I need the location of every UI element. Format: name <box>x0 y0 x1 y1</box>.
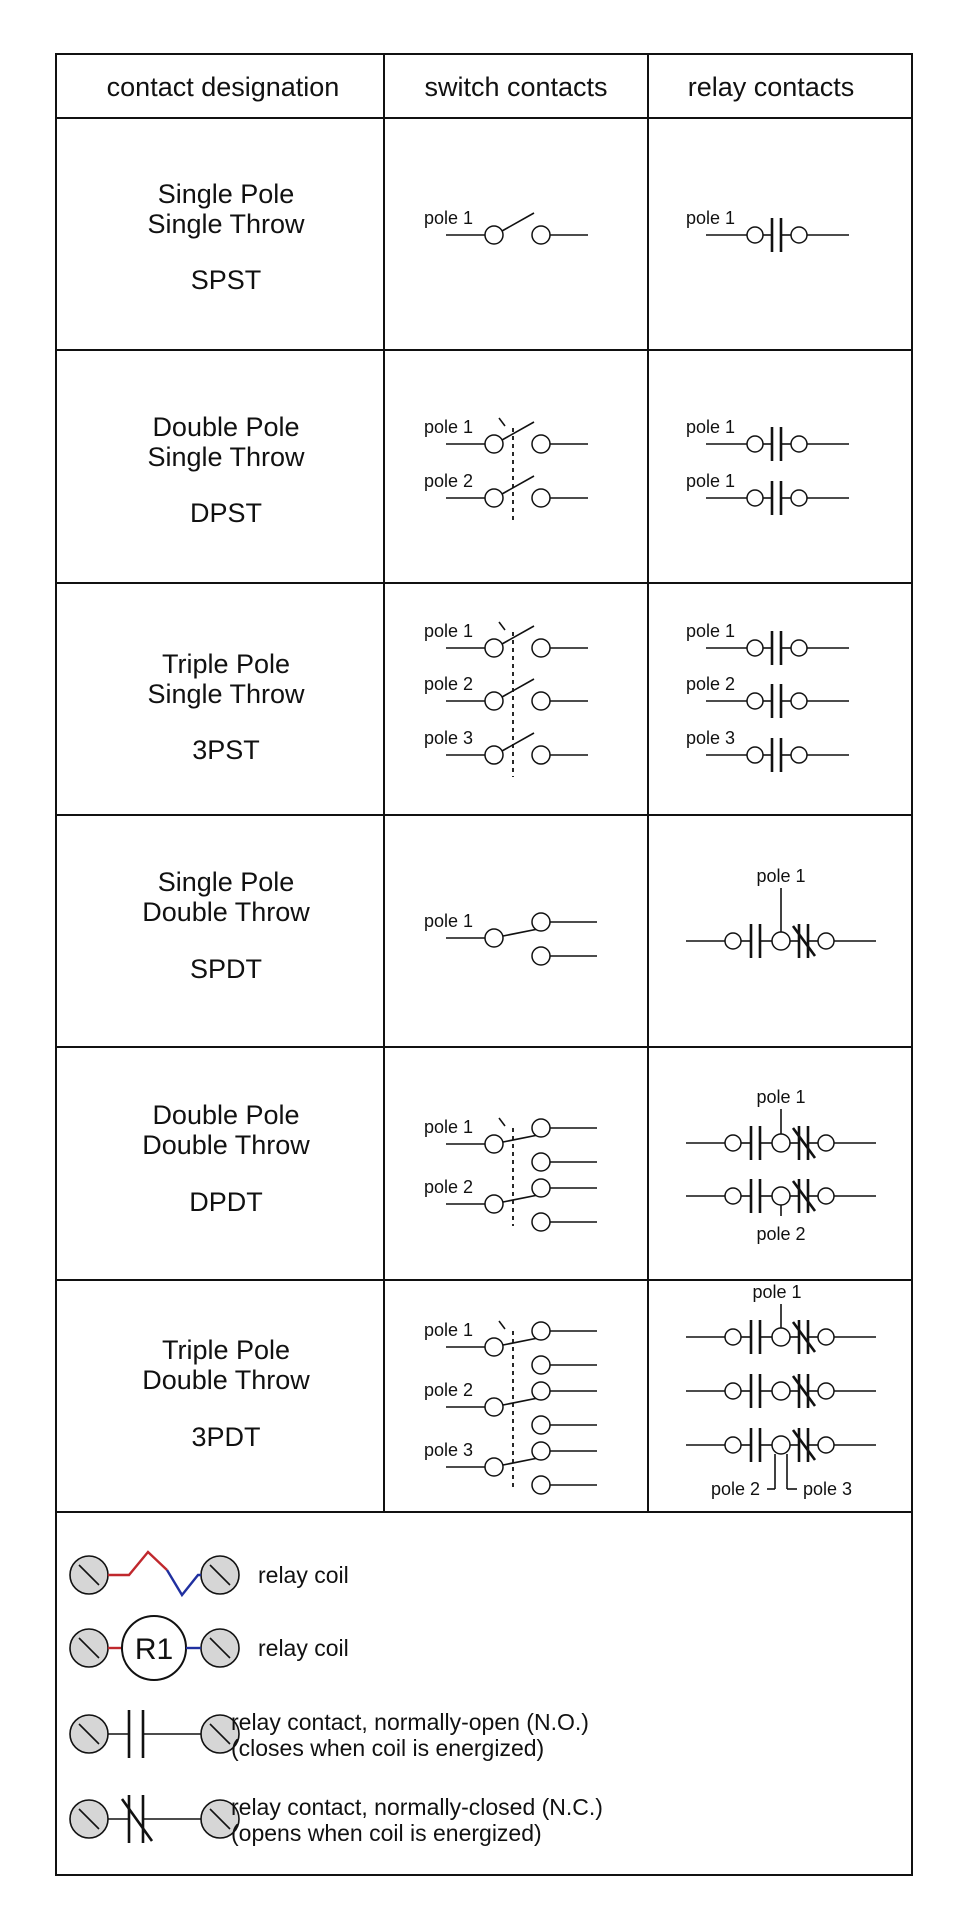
relay-symbol-spdt <box>686 866 876 958</box>
terminal-circle <box>532 1356 550 1374</box>
legend-text: (opens when coil is energized) <box>231 1820 542 1846</box>
switch-symbol-dpst <box>424 417 588 520</box>
pole-label: pole 2 <box>424 1380 474 1400</box>
terminal-circle <box>725 1437 741 1453</box>
terminal-circle <box>747 227 763 243</box>
legend-item-contact-nc <box>70 1794 603 1846</box>
pole-label: pole 2 <box>710 1479 760 1499</box>
legend-text: relay coil <box>258 1635 349 1661</box>
terminal-circle <box>532 1442 550 1460</box>
designation-abbr: SPST <box>190 265 262 295</box>
designation-abbr: 3PDT <box>191 1422 261 1452</box>
header-relay-contacts: relay contacts <box>687 72 855 102</box>
header-designation: contact designation <box>106 72 340 102</box>
designation-line1: Double Pole <box>152 1100 300 1130</box>
terminal-circle <box>532 639 550 657</box>
legend-item-contact-no <box>70 1709 589 1761</box>
designation-line1: Single Pole <box>157 867 295 897</box>
designation-line2: Single Throw <box>147 679 305 709</box>
terminal-circle <box>725 933 741 949</box>
pole-label: pole 2 <box>686 674 736 694</box>
mechanical-link-hook <box>499 1321 505 1329</box>
terminal-circle <box>532 1382 550 1400</box>
terminal-circle <box>532 1322 550 1340</box>
pole-label: pole 1 <box>424 1117 474 1137</box>
pole-label: pole 1 <box>424 911 474 931</box>
terminal-circle <box>818 1437 834 1453</box>
terminal-circle <box>791 227 807 243</box>
terminal-circle <box>485 639 503 657</box>
legend-item-coil-circle <box>70 1616 349 1680</box>
terminal-circle <box>485 1338 503 1356</box>
nc-slash <box>122 1799 152 1841</box>
coil-label: R1 <box>134 1633 174 1666</box>
terminal-circle <box>485 1195 503 1213</box>
pole-label: pole 2 <box>424 674 474 694</box>
designation-line1: Double Pole <box>152 412 300 442</box>
switch-contacts-column <box>424 208 597 1494</box>
pole-label: pole 1 <box>686 621 736 641</box>
mechanical-link-hook <box>499 418 505 426</box>
designation-line1: Triple Pole <box>161 1335 291 1365</box>
terminal-circle <box>772 1382 790 1400</box>
pole-label: pole 1 <box>424 208 474 228</box>
terminal-circle <box>772 932 790 950</box>
relay-symbol-3pdt <box>686 1282 876 1499</box>
terminal-circle <box>532 1213 550 1231</box>
designation-abbr: SPDT <box>189 954 263 984</box>
designation-line2: Single Throw <box>147 209 305 239</box>
terminal-circle <box>485 746 503 764</box>
terminal-circle <box>747 490 763 506</box>
terminal-circle <box>532 947 550 965</box>
pole-label: pole 3 <box>803 1479 853 1499</box>
table-grid <box>56 54 912 1875</box>
designation-line2: Double Throw <box>142 897 310 927</box>
terminal-circle <box>818 1383 834 1399</box>
pole-label: pole 1 <box>686 417 736 437</box>
pole-label: pole 2 <box>424 1177 474 1197</box>
terminal-circle <box>818 1188 834 1204</box>
terminal-circle <box>747 640 763 656</box>
relay-symbol-dpdt <box>686 1087 876 1244</box>
pole-label: pole 3 <box>686 728 736 748</box>
relay-symbol-dpst <box>686 417 849 515</box>
pole-label: pole 1 <box>424 621 474 641</box>
switch-blade <box>502 422 534 440</box>
terminal-circle <box>532 913 550 931</box>
relay-symbol-spst <box>686 208 849 252</box>
pole-label: pole 1 <box>686 208 736 228</box>
terminal-circle <box>532 226 550 244</box>
designation-line1: Triple Pole <box>161 649 291 679</box>
switch-symbol-spdt <box>424 911 597 965</box>
terminal-circle <box>772 1187 790 1205</box>
legend-text: relay contact, normally-closed (N.C.) <box>231 1794 603 1820</box>
mechanical-link-hook <box>499 622 505 630</box>
terminal-circle <box>532 1416 550 1434</box>
terminal-circle <box>725 1135 741 1151</box>
terminal-circle <box>485 1398 503 1416</box>
coil-blue-wire <box>167 1570 201 1595</box>
pole-label: pole 1 <box>756 1087 806 1107</box>
legend-item-coil-zigzag <box>70 1552 349 1595</box>
switch-blade <box>502 213 534 231</box>
terminal-circle <box>791 640 807 656</box>
terminal-circle <box>485 1458 503 1476</box>
terminal-circle <box>791 747 807 763</box>
terminal-circle <box>532 1179 550 1197</box>
switch-blade <box>502 733 534 751</box>
header-switch-contacts: switch contacts <box>424 72 608 102</box>
terminal-circle <box>532 1119 550 1137</box>
terminal-circle <box>532 746 550 764</box>
pole-label: pole 3 <box>424 1440 474 1460</box>
switch-symbol-spst <box>424 208 588 244</box>
terminal-circle <box>532 435 550 453</box>
designation-line1: Single Pole <box>157 179 295 209</box>
pole-label: pole 2 <box>756 1224 806 1244</box>
designation-abbr: 3PST <box>192 735 260 765</box>
switch-symbol-dpdt <box>424 1117 597 1231</box>
terminal-circle <box>791 436 807 452</box>
terminal-circle <box>485 489 503 507</box>
terminal-circle <box>772 1436 790 1454</box>
terminal-circle <box>485 929 503 947</box>
designation-line2: Double Throw <box>142 1130 310 1160</box>
switch-blade <box>502 476 534 494</box>
terminal-circle <box>725 1329 741 1345</box>
terminal-circle <box>532 692 550 710</box>
terminal-circle <box>772 1134 790 1152</box>
pole-label: pole 1 <box>752 1282 802 1302</box>
terminal-circle <box>725 1383 741 1399</box>
terminal-circle <box>747 436 763 452</box>
terminal-circle <box>532 1476 550 1494</box>
designation-abbr: DPDT <box>189 1187 263 1217</box>
pole-label: pole 2 <box>424 471 474 491</box>
relay-symbol-3pst <box>686 621 849 772</box>
legend-text: relay coil <box>258 1562 349 1588</box>
terminal-circle <box>818 1329 834 1345</box>
terminal-circle <box>818 1135 834 1151</box>
switch-blade <box>502 626 534 644</box>
terminal-circle <box>532 1153 550 1171</box>
terminal-circle <box>725 1188 741 1204</box>
terminal-circle <box>791 693 807 709</box>
terminal-circle <box>532 489 550 507</box>
pole-label: pole 1 <box>424 1320 474 1340</box>
designation-line2: Double Throw <box>142 1365 310 1395</box>
pole-label: pole 3 <box>424 728 474 748</box>
switch-blade <box>502 679 534 697</box>
terminal-circle <box>485 226 503 244</box>
pole-label: pole 1 <box>686 471 736 491</box>
designation-line2: Single Throw <box>147 442 305 472</box>
terminal-circle <box>747 693 763 709</box>
switch-symbol-3pst <box>424 621 588 777</box>
terminal-circle <box>772 1328 790 1346</box>
terminal-circle <box>485 435 503 453</box>
terminal-circle <box>747 747 763 763</box>
terminal-circle <box>791 490 807 506</box>
pole-label: pole 1 <box>756 866 806 886</box>
pole-label: pole 1 <box>424 417 474 437</box>
legend <box>70 1552 603 1846</box>
legend-text: relay contact, normally-open (N.O.) <box>231 1709 589 1735</box>
mechanical-link-hook <box>499 1118 505 1126</box>
designation-abbr: DPST <box>189 498 263 528</box>
legend-text: (closes when coil is energized) <box>231 1735 545 1761</box>
relay-contacts-column <box>686 208 876 1499</box>
switch-symbol-3pdt <box>424 1320 597 1494</box>
terminal-circle <box>818 933 834 949</box>
coil-red-wire <box>108 1552 167 1575</box>
terminal-circle <box>485 692 503 710</box>
terminal-circle <box>485 1135 503 1153</box>
